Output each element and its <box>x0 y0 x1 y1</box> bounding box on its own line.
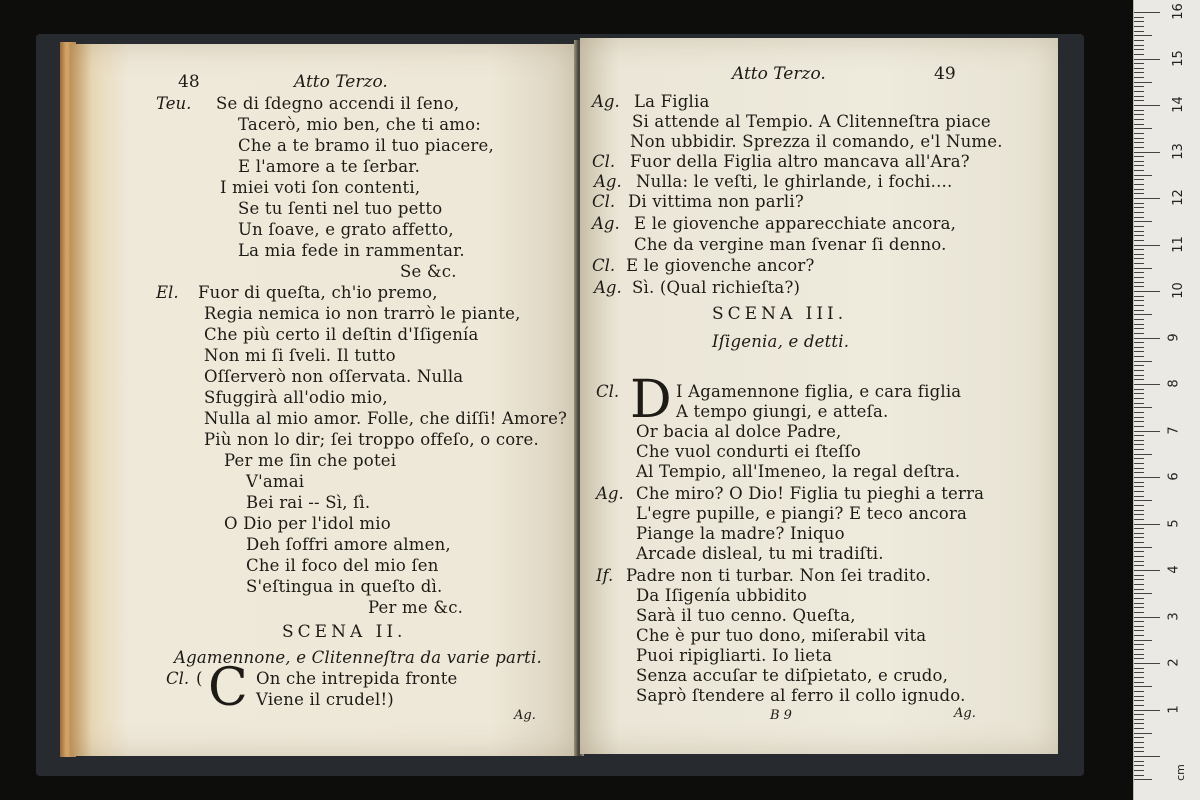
speaker-label: Ag. <box>592 214 620 233</box>
verse-line: La mia fede in rammentar. <box>238 241 465 260</box>
ruler-tick <box>1134 235 1144 236</box>
ruler-tick <box>1134 561 1144 562</box>
ruler-tick <box>1134 35 1152 36</box>
verse-line: Un ſoave, e grato affetto, <box>238 220 454 239</box>
ruler-tick <box>1134 272 1144 273</box>
ruler-tick <box>1134 700 1144 701</box>
ruler-tick <box>1134 231 1144 232</box>
ruler-tick <box>1134 510 1144 511</box>
verse-line: Saprò ſtendere al ferro il collo ignudo. <box>636 686 966 705</box>
ruler-tick <box>1134 668 1144 669</box>
ruler-tick <box>1134 384 1160 385</box>
ruler-tick <box>1134 598 1144 599</box>
ruler-tick <box>1134 472 1144 473</box>
ruler-tick <box>1134 635 1144 636</box>
ruler-tick <box>1134 431 1160 432</box>
ruler-tick <box>1134 268 1152 269</box>
verse-line: E le giovenche apparecchiate ancora, <box>634 214 957 233</box>
ruler-tick <box>1134 737 1144 738</box>
signature-mark: B 9 <box>770 708 792 723</box>
ruler-tick <box>1134 775 1144 776</box>
verse-line: L'egre pupille, e piangi? E teco ancora <box>636 504 968 523</box>
ruler-tick <box>1134 747 1144 748</box>
ruler-tick <box>1134 644 1144 645</box>
ruler-tick <box>1134 291 1160 292</box>
verse-line: Per me &c. <box>368 598 464 617</box>
ruler-tick <box>1134 607 1144 608</box>
ruler-tick <box>1134 696 1144 697</box>
ruler-tick <box>1134 96 1144 97</box>
ruler-tick <box>1134 435 1144 436</box>
ruler-tick <box>1134 575 1144 576</box>
ruler-number: 10 <box>1170 282 1186 299</box>
speaker-label: Cl. <box>596 382 620 401</box>
verse-line: Puoi ripigliarti. Io lieta <box>636 646 833 665</box>
verse-line: E l'amore a te ſerbar. <box>238 157 421 176</box>
ruler-tick <box>1134 407 1152 408</box>
ruler-tick <box>1134 133 1144 134</box>
verse-line: V'amai <box>246 472 305 491</box>
ruler-tick <box>1134 365 1144 366</box>
verse-line: Che più certo il deſtin d'Iſigenía <box>204 325 479 344</box>
ruler-tick <box>1134 672 1144 673</box>
ruler-tick <box>1134 296 1144 297</box>
verse-line: E le giovenche ancor? <box>626 256 815 275</box>
scene-subtitle: Iſigenia, e detti. <box>712 332 850 351</box>
ruler-tick <box>1134 198 1160 199</box>
ruler-tick <box>1134 375 1144 376</box>
page-number: 49 <box>934 64 956 84</box>
ruler-tick <box>1134 477 1160 478</box>
ruler-tick <box>1134 686 1152 687</box>
ruler-tick <box>1134 444 1144 445</box>
ruler-number: 14 <box>1170 96 1186 113</box>
verse-line: Se di ſdegno accendi il ſeno, <box>216 94 460 113</box>
verse-line: Da Iſigenía ubbidito <box>636 586 807 605</box>
speaker-label: Cl. <box>592 192 616 211</box>
ruler-tick <box>1134 770 1144 771</box>
ruler-number: 2 <box>1166 658 1182 667</box>
ruler-tick <box>1134 300 1144 301</box>
ruler-tick <box>1134 351 1144 352</box>
ruler-tick <box>1134 12 1160 13</box>
ruler-tick <box>1134 124 1144 125</box>
verse-line: Sì. (Qual richieſta?) <box>632 278 801 297</box>
ruler-tick <box>1134 547 1152 548</box>
speaker-label: Ag. <box>594 172 622 191</box>
verse-line: Che da vergine man ſvenar ſi denno. <box>634 235 947 254</box>
verse-line: Fuor della Figlia altro mancava all'Ara? <box>630 152 970 171</box>
verse-line: Se &c. <box>400 262 457 281</box>
ruler-tick <box>1134 333 1144 334</box>
ruler-tick <box>1134 584 1144 585</box>
ruler-tick <box>1134 40 1144 41</box>
ruler-tick <box>1134 723 1144 724</box>
ruler-tick <box>1134 361 1152 362</box>
ruler-tick <box>1134 91 1144 92</box>
ruler-tick <box>1134 54 1144 55</box>
ruler-tick <box>1134 719 1144 720</box>
ruler-tick <box>1134 677 1144 678</box>
ruler-tick <box>1134 593 1152 594</box>
verse-line: On che intrepida fronte <box>256 669 458 688</box>
ruler-tick <box>1134 589 1144 590</box>
ruler-tick <box>1134 761 1144 762</box>
ruler-tick <box>1134 537 1144 538</box>
ruler-tick <box>1134 496 1144 497</box>
verse-line: Di vittima non parli? <box>628 192 804 211</box>
ruler-tick <box>1134 710 1160 711</box>
ruler-tick <box>1134 342 1144 343</box>
ruler-tick <box>1134 742 1144 743</box>
verse-line: O Dio per l'idol mio <box>224 514 391 533</box>
ruler-tick <box>1134 682 1144 683</box>
ruler-tick <box>1134 179 1144 180</box>
ruler-tick <box>1134 217 1144 218</box>
verse-line: Che il foco del mio ſen <box>246 556 439 575</box>
ruler-tick <box>1134 649 1144 650</box>
ruler-tick <box>1134 565 1144 566</box>
verse-line: Che miro? O Dio! Figlia tu pieghi a terra <box>636 484 985 503</box>
ruler-tick <box>1134 156 1144 157</box>
verse-line: Tacerò, mio ben, che ti amo: <box>238 115 482 134</box>
ruler-tick <box>1134 193 1144 194</box>
ruler-tick <box>1134 486 1144 487</box>
verse-line: Sarà il tuo cenno. Queſta, <box>636 606 856 625</box>
ruler-tick <box>1134 82 1152 83</box>
ruler-tick <box>1134 128 1152 129</box>
ruler-number: 8 <box>1166 379 1182 388</box>
ruler-tick <box>1134 226 1144 227</box>
ruler-tick <box>1134 691 1144 692</box>
ruler-tick <box>1134 765 1144 766</box>
ruler-tick <box>1134 59 1160 60</box>
ruler-tick <box>1134 100 1144 101</box>
verse-line: Oſſerverò non oſſervata. Nulla <box>204 367 464 386</box>
ruler-tick <box>1134 617 1160 618</box>
ruler-tick <box>1134 189 1144 190</box>
ruler-tick <box>1134 654 1144 655</box>
verse-line: A tempo giungi, e atteſa. <box>676 402 889 421</box>
verse-line: S'eſtingua in queſto dì. <box>246 577 443 596</box>
ruler-number: 7 <box>1166 425 1182 435</box>
ruler-tick <box>1134 175 1152 176</box>
ruler-tick <box>1134 751 1144 752</box>
verse-line: Non ubbidir. Sprezza il comando, e'l Nume. <box>630 132 1003 151</box>
ruler-tick <box>1134 170 1144 171</box>
ruler-number: 1 <box>1166 704 1182 714</box>
ruler-tick <box>1134 728 1144 729</box>
ruler-tick <box>1134 449 1144 450</box>
ruler-tick <box>1134 138 1144 139</box>
ruler-tick <box>1134 328 1144 329</box>
verse-line: Che a te bramo il tuo piacere, <box>238 136 494 155</box>
scene-heading: SCENA III. <box>712 304 848 324</box>
ruler-unit: cm <box>1173 764 1187 781</box>
ruler-tick <box>1134 733 1152 734</box>
verse-line: La Figlia <box>634 92 710 111</box>
ruler-number: 6 <box>1166 472 1182 481</box>
ruler-tick <box>1134 412 1144 413</box>
verse-line: Fuor di queſta, ch'io premo, <box>198 283 438 302</box>
ruler-tick <box>1134 626 1144 627</box>
ruler-number: 9 <box>1166 332 1182 342</box>
ruler-tick <box>1134 579 1144 580</box>
ruler-tick <box>1134 393 1144 394</box>
ruler-tick <box>1134 245 1160 246</box>
ruler-tick <box>1134 705 1144 706</box>
speaker-label: Cl. <box>592 152 616 171</box>
verse-line: Per me ſin che potei <box>224 451 397 470</box>
verse-line: Deh ſoffri amore almen, <box>246 535 451 554</box>
speaker-label: Ag. <box>592 92 620 111</box>
verse-line: Che è pur tuo dono, miſerabil vita <box>636 626 927 645</box>
ruler-tick <box>1134 714 1144 715</box>
ruler-tick <box>1134 240 1144 241</box>
verse-line: Sfuggirà all'odio mio, <box>204 388 388 407</box>
ruler-number: 12 <box>1170 189 1186 206</box>
ruler-tick <box>1134 49 1144 50</box>
ruler-tick <box>1134 63 1144 64</box>
ruler-number: 4 <box>1166 565 1182 574</box>
drop-capital: C <box>208 658 248 718</box>
ruler-tick <box>1134 426 1144 427</box>
ruler-tick <box>1134 454 1152 455</box>
ruler-number: 15 <box>1170 49 1186 67</box>
ruler-tick <box>1134 482 1144 483</box>
ruler-tick <box>1134 203 1144 204</box>
ruler-tick <box>1134 286 1144 287</box>
ruler-tick <box>1134 110 1144 111</box>
ruler-tick <box>1134 663 1160 664</box>
ruler-tick <box>1134 258 1144 259</box>
verse-line: Se tu ſenti nel tuo petto <box>238 199 443 218</box>
ruler-tick <box>1134 142 1144 143</box>
ruler-tick <box>1134 542 1144 543</box>
ruler-tick <box>1134 21 1144 22</box>
ruler-tick <box>1134 779 1152 780</box>
ruler-number: 5 <box>1166 518 1182 528</box>
ruler-tick <box>1134 114 1144 115</box>
ruler-tick <box>1134 458 1144 459</box>
verse-line: Che vuol condurti ei ſteſſo <box>636 442 862 461</box>
ruler-tick <box>1134 519 1144 520</box>
ruler-tick <box>1134 528 1144 529</box>
measurement-ruler <box>1133 0 1200 800</box>
ruler-tick <box>1134 356 1144 357</box>
ruler-tick <box>1134 212 1144 213</box>
speaker-label: Teu. <box>156 94 192 113</box>
ruler-tick <box>1134 324 1144 325</box>
ruler-tick <box>1134 277 1144 278</box>
ruler-tick <box>1134 556 1144 557</box>
ruler-tick <box>1134 105 1160 106</box>
verse-line: Senza accuſar te diſpietato, e crudo, <box>636 666 949 685</box>
ruler-tick <box>1134 305 1144 306</box>
page-number: 48 <box>178 72 200 92</box>
verse-line: Nulla: le veſti, le ghirlande, i fochi.... <box>636 172 953 191</box>
ruler-tick <box>1134 551 1144 552</box>
ruler-tick <box>1134 756 1160 757</box>
ruler-number: 3 <box>1166 611 1182 621</box>
ruler-tick <box>1134 314 1152 315</box>
ruler-tick <box>1134 630 1144 631</box>
ruler-tick <box>1134 263 1144 264</box>
catchword: Ag. <box>954 706 976 721</box>
ruler-tick <box>1134 603 1144 604</box>
speaker-label: El. <box>156 283 179 302</box>
ruler-tick <box>1134 319 1144 320</box>
verse-line: Si attende al Tempio. A Clitenneſtra piace <box>632 112 991 131</box>
ruler-tick <box>1134 440 1144 441</box>
catchword: Ag. <box>514 708 536 723</box>
verse-line: Arcade disleal, tu mi tradiſti. <box>636 544 884 563</box>
ruler-tick <box>1134 640 1152 641</box>
scene-subtitle: Agamennone, e Clitenneſtra da varie parti. <box>174 648 542 667</box>
ruler-tick <box>1134 463 1144 464</box>
ruler-tick <box>1134 282 1144 283</box>
ruler-tick <box>1134 347 1144 348</box>
parenthesis: ( <box>196 669 203 688</box>
ruler-tick <box>1134 77 1144 78</box>
ruler-tick <box>1134 658 1144 659</box>
verse-line: I Agamennone figlia, e cara figlia <box>676 382 962 401</box>
ruler-tick <box>1134 398 1144 399</box>
ruler-tick <box>1134 31 1144 32</box>
ruler-tick <box>1134 389 1144 390</box>
verse-line: Più non lo dir; ſei troppo offeſo, o core. <box>204 430 539 449</box>
ruler-tick <box>1134 72 1144 73</box>
ruler-tick <box>1134 86 1144 87</box>
ruler-tick <box>1134 505 1144 506</box>
ruler-tick <box>1134 152 1160 153</box>
ruler-number: 11 <box>1170 235 1186 253</box>
ruler-tick <box>1134 161 1144 162</box>
ruler-tick <box>1134 570 1160 571</box>
ruler-tick <box>1134 338 1160 339</box>
ruler-tick <box>1134 468 1144 469</box>
speaker-label: Cl. <box>592 256 616 275</box>
running-head: Atto Terzo. <box>294 72 388 92</box>
speaker-label: Cl. <box>166 669 190 688</box>
ruler-tick <box>1134 310 1144 311</box>
ruler-tick <box>1134 207 1144 208</box>
ruler-number: 13 <box>1170 142 1186 160</box>
verse-line: Or bacia al dolce Padre, <box>636 422 842 441</box>
ruler-tick <box>1134 514 1144 515</box>
verse-line: Padre non ti turbar. Non ſei tradito. <box>626 566 932 585</box>
ruler-tick <box>1134 26 1144 27</box>
ruler-tick <box>1134 403 1144 404</box>
ruler-tick <box>1134 119 1144 120</box>
ruler-tick <box>1134 254 1144 255</box>
ruler-tick <box>1134 533 1144 534</box>
verse-line: Al Tempio, all'Imeneo, la regal deſtra. <box>636 462 961 481</box>
ruler-tick <box>1134 612 1144 613</box>
ruler-tick <box>1134 184 1144 185</box>
verse-line: I miei voti ſon contenti, <box>220 178 421 197</box>
ruler-tick <box>1134 491 1144 492</box>
ruler-tick <box>1134 500 1152 501</box>
speaker-label: If. <box>596 566 614 585</box>
speaker-label: Ag. <box>594 278 622 297</box>
verse-line: Non mi ſi ſveli. Il tutto <box>204 346 396 365</box>
ruler-number: 16 <box>1170 3 1186 20</box>
left-page <box>70 44 578 756</box>
verse-line: Bei rai -- Sì, ſì. <box>246 493 371 512</box>
ruler-tick <box>1134 621 1144 622</box>
ruler-tick <box>1134 45 1144 46</box>
ruler-tick <box>1134 221 1152 222</box>
ruler-tick <box>1134 249 1144 250</box>
drop-capital: D <box>630 370 672 430</box>
ruler-tick <box>1134 68 1144 69</box>
verse-line: Piange la madre? Iniquo <box>636 524 845 543</box>
ruler-tick <box>1134 417 1144 418</box>
verse-line: Viene il crudel!) <box>256 690 394 709</box>
ruler-tick <box>1134 379 1144 380</box>
ruler-tick <box>1134 147 1144 148</box>
verse-line: Nulla al mio amor. Folle, che diſſi! Amore? <box>204 409 568 428</box>
scene-heading: SCENA II. <box>282 622 407 642</box>
ruler-tick <box>1134 421 1144 422</box>
right-page <box>580 38 1058 754</box>
ruler-tick <box>1134 524 1160 525</box>
verse-line: Regia nemica io non trarrò le piante, <box>204 304 521 323</box>
ruler-tick <box>1134 165 1144 166</box>
running-head: Atto Terzo. <box>732 64 826 84</box>
ruler-tick <box>1134 370 1144 371</box>
ruler-tick <box>1134 17 1144 18</box>
speaker-label: Ag. <box>596 484 624 503</box>
